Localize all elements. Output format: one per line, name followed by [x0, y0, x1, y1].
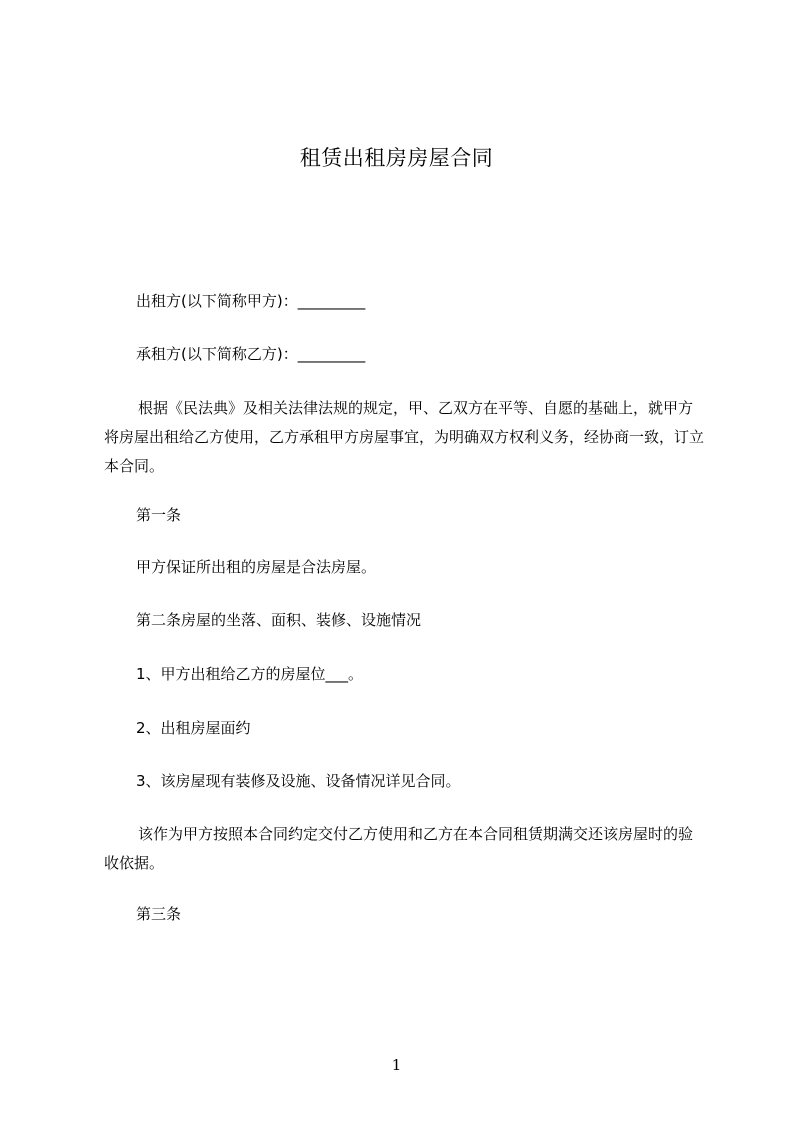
- article2-heading: 第二条房屋的坐落、面积、装修、设施情况: [136, 611, 422, 629]
- preamble-paragraph: 根据《民法典》及相关法律法规的规定，甲、乙双方在平等、自愿的基础上，就甲方将房屋出租给乙方使用，乙方承租甲方房屋事宜，为明确双方权利义务，经协商一致，订立本合同。: [104, 399, 705, 475]
- lessee-line: 承租方(以下简称乙方)：_________: [136, 345, 366, 363]
- article2-item3: 3、该房屋现有装修及设施、设备情况详见合同。: [136, 772, 461, 790]
- article2-note-paragraph: 该作为甲方按照本合同约定交付乙方使用和乙方在本合同租赁期满交还该房屋时的验收依据。: [104, 825, 694, 872]
- article3-heading: 第三条: [136, 905, 182, 923]
- article2-item2: 2、出租房屋面约: [136, 719, 251, 737]
- document-title: 租赁出租房房屋合同: [299, 146, 494, 170]
- article1-heading: 第一条: [136, 506, 182, 524]
- article1-text: 甲方保证所出租的房屋是合法房屋。: [136, 558, 377, 576]
- article2-item1: 1、甲方出租给乙方的房屋位___。: [136, 665, 364, 683]
- lessor-line: 出租方(以下简称甲方)：_________: [136, 292, 366, 310]
- page-number: 1: [391, 1056, 402, 1074]
